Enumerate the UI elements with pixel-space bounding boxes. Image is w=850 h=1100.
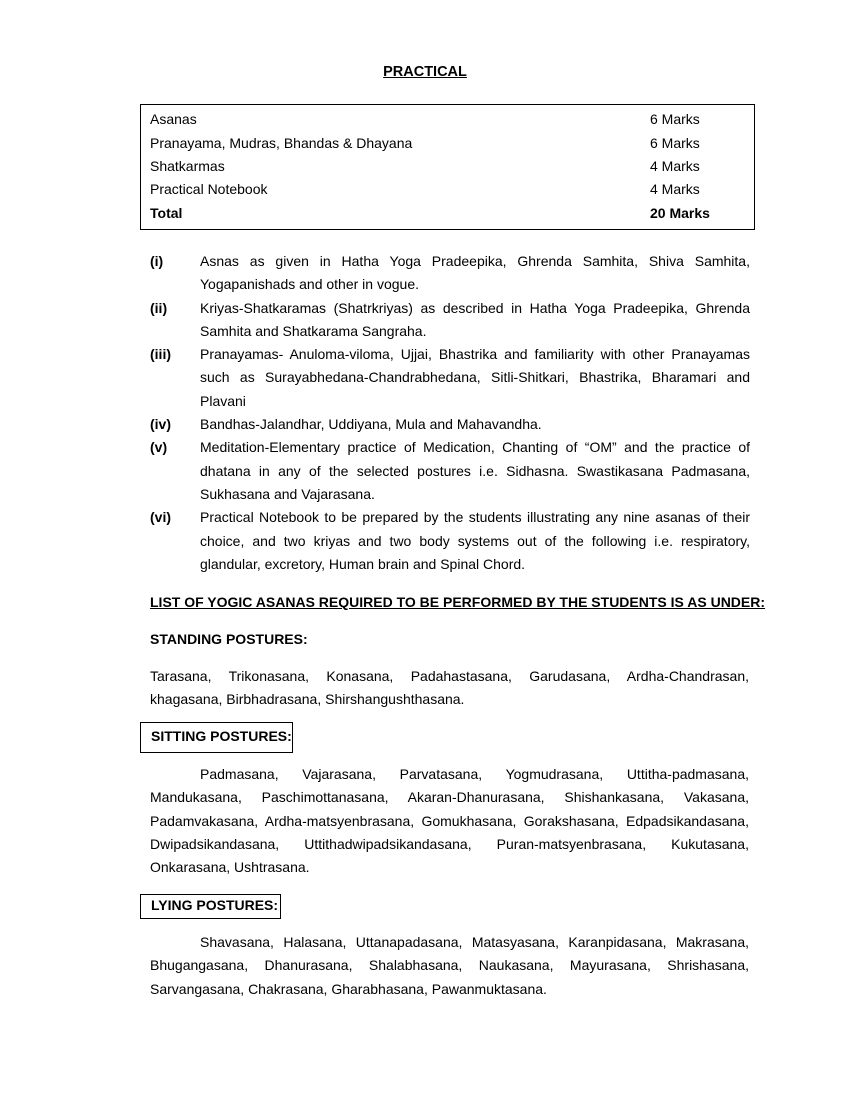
- asanas-list-heading: LIST OF YOGIC ASANAS REQUIRED TO BE PERFORMED BY THE STUDENTS IS AS UNDER:: [150, 594, 766, 610]
- lying-postures-text: Shavasana, Halasana, Uttanapadasana, Matasyasana, Karanpidasana, Makrasana, Bhugangasana, Dhanurasana, Shalabhasana, Naukasana, Mayurasana, Shrishasana, Sarvangasana, Chakrasana, Gharabhasana, Pawanmuktasana.: [150, 934, 749, 997]
- marks-value: 20 Marks: [650, 205, 710, 221]
- list-item: [150, 297, 750, 344]
- list-item: [150, 436, 750, 506]
- list-item-number: (iv): [150, 416, 171, 433]
- marks-row: [150, 158, 754, 180]
- list-item-number: (i): [150, 253, 164, 269]
- marks-value: 4 Marks: [650, 181, 700, 197]
- list-item-number: (v): [150, 439, 168, 456]
- standing-postures-text: Tarasana, Trikonasana, Konasana, Padahastasana, Garudasana, Ardha-Chandrasan, khagasana, Birbhadrasana, Shirshangushthasana.: [150, 668, 749, 708]
- list-item-text: Meditation-Elementary practice of Medication, Chanting of “OM” and the practice of dhatana in any of the selected postures i.e. Sidhasna. Swastikasana Padmasana, Sukhasana and Vajarasana.: [200, 439, 750, 502]
- list-item: [150, 506, 750, 576]
- list-item-number: (ii): [150, 299, 168, 316]
- marks-row: [150, 135, 754, 157]
- marks-item: Asanas: [150, 111, 197, 127]
- marks-item: Pranayama, Mudras, Bhandas & Dhayana: [150, 135, 413, 151]
- list-item-text: Pranayamas- Anuloma-viloma, Ujjai, Bhastrika and familiarity with other Pranayamas such as Surayabhedana-Chandrabhedana, Sitli-Shitkari, Bhastrika, Bharamari and Plavani: [200, 346, 750, 409]
- marks-item: Shatkarmas: [150, 158, 225, 174]
- practical-list: [150, 250, 750, 576]
- lying-postures-heading: LYING POSTURES:: [140, 894, 281, 919]
- marks-row: [150, 181, 754, 203]
- list-item: [150, 343, 750, 413]
- list-item: [150, 250, 750, 297]
- marks-total-row: [150, 205, 754, 227]
- list-item-number: (iii): [150, 346, 171, 363]
- list-item-text: Bandhas-Jalandhar, Uddiyana, Mula and Mahavandha.: [200, 416, 542, 433]
- list-item: [150, 413, 750, 436]
- standing-postures-heading: STANDING POSTURES:: [150, 631, 308, 647]
- sitting-postures-heading: SITTING POSTURES:: [140, 722, 293, 753]
- list-item-text: Asnas as given in Hatha Yoga Pradeepika, Ghrenda Samhita, Shiva Samhita, Yogapanishads and other in vogue.: [200, 253, 750, 293]
- sitting-postures-text: Padmasana, Vajarasana, Parvatasana, Yogmudrasana, Uttitha-padmasana, Mandukasana, Paschimottanasana, Akaran-Dhanurasana, Shishankasana, Vakasana, Padamvakasana, Ardha-matsyenbrasana, Gomukhasana, Gorakshasana, Edpadsikandasana, Dwipadsikandasana, Uttithadwipadsikandasana, Puran-matsyenbrasana, Kukutasana, Onkarasana, Ushtrasana.: [150, 766, 749, 876]
- marks-value: 6 Marks: [650, 135, 700, 151]
- marks-item: Practical Notebook: [150, 181, 268, 197]
- page-title: PRACTICAL: [383, 64, 467, 80]
- marks-value: 4 Marks: [650, 158, 700, 174]
- list-item-text: Practical Notebook to be prepared by the students illustrating any nine asanas of their choice, and two kriyas and two body systems out of the following i.e. respiratory, glandular, excretory, Human brain and Spinal Chord.: [200, 509, 750, 572]
- list-item-number: (vi): [150, 509, 171, 526]
- marks-value: 6 Marks: [650, 111, 700, 127]
- marks-row: [150, 111, 754, 133]
- marks-item: Total: [150, 205, 183, 221]
- list-item-text: Kriyas-Shatkaramas (Shatrkriyas) as described in Hatha Yoga Pradeepika, Ghrenda Samhita and Shatkarama Sangraha.: [200, 299, 750, 339]
- marks-table: [140, 104, 755, 230]
